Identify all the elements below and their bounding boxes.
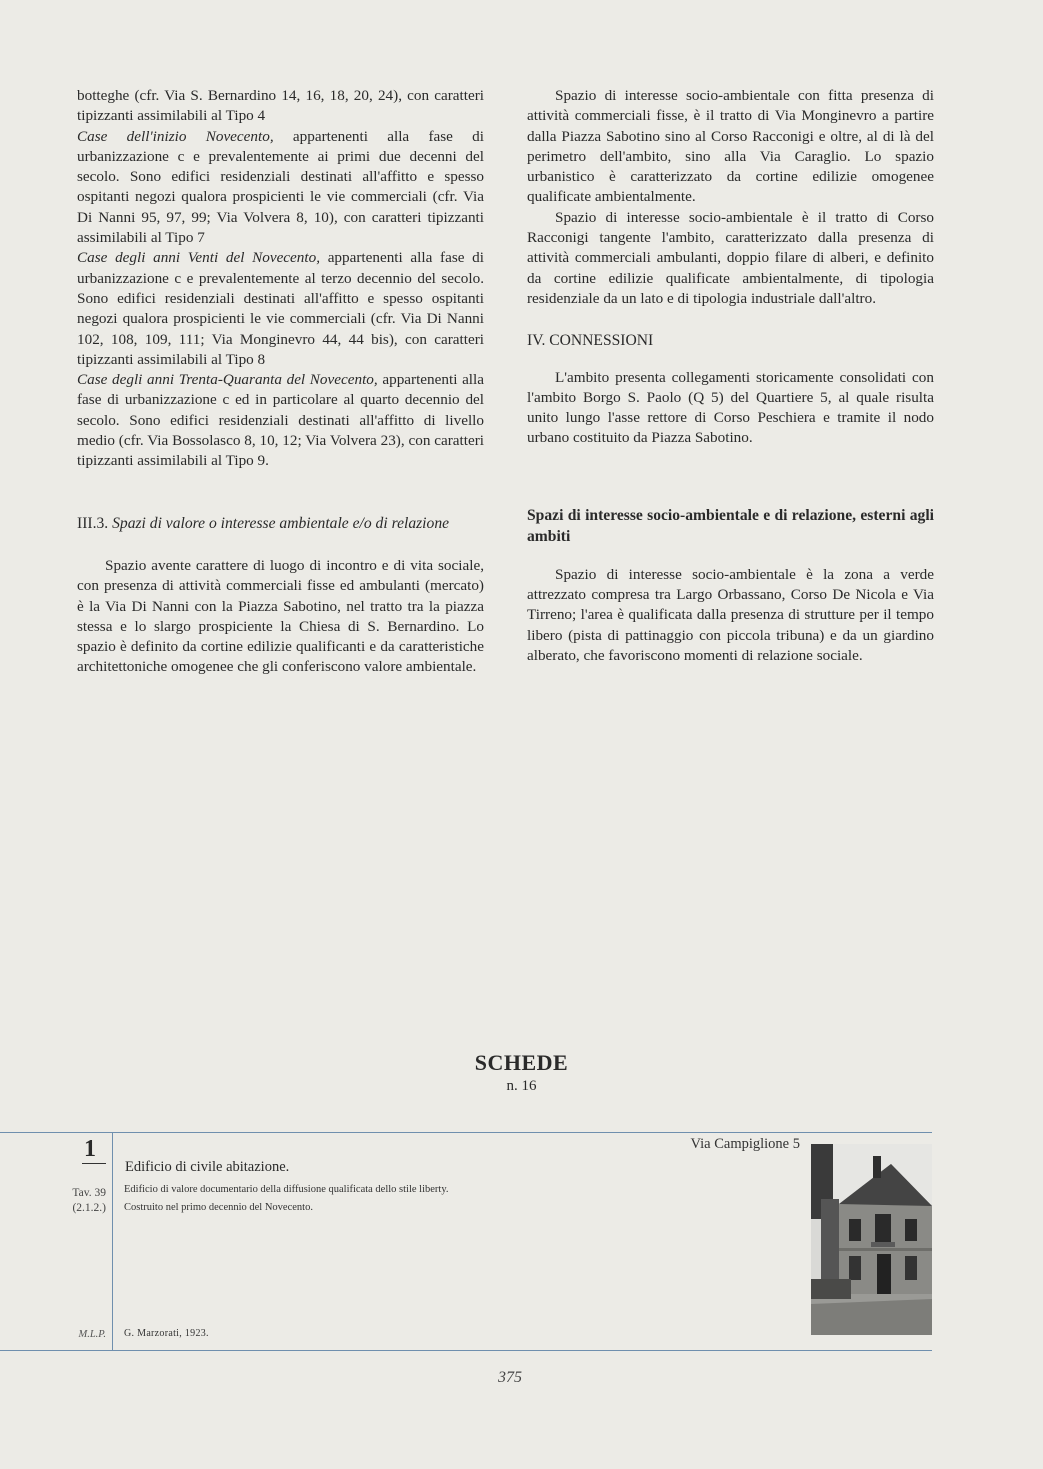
paragraph bbox=[77, 127, 484, 249]
paragraph-text: appartenenti alla fase di urbanizzazione c e prevalentemente al terzo decennio del secolo. Sono edifici residenziali destinati all'affitto e spesso ospitanti negozi qualora prospicienti le vie commerciali (cfr. Via Di Nanni 102, 108, 109, 111; Via Monginevro 44, 44 bis), con caratteri tipizzanti assimilabili al Tipo 8 bbox=[77, 249, 484, 368]
paragraph: Spazio di interesse socio-ambientale con fitta presenza di attività commerciali fisse, è il tratto di Via Monginevro a partire dalla Piazza Sabotino sino al Corso Racconigi e oltre, al di là del perimetro dell'ambito, sino alla Via Caraglio. Lo spazio urbanistico è caratterizzato da cortine edilizie omogenee qualificate ambientalmente. bbox=[527, 87, 934, 206]
paragraph: botteghe (cfr. Via S. Bernardino 14, 16, 18, 20, 24), con caratteri tipizzanti assimilabili al Tipo 4 bbox=[77, 87, 484, 125]
entry-desc-line: Costruito nel primo decennio del Novecento. bbox=[124, 1202, 313, 1213]
page-number: 375 bbox=[498, 1369, 522, 1386]
section-number: III.3. bbox=[77, 514, 109, 532]
schede-number: n. 16 bbox=[506, 1078, 537, 1094]
left-column bbox=[77, 86, 484, 678]
entry-address: Via Campiglione 5 bbox=[690, 1136, 800, 1152]
paragraph bbox=[77, 248, 484, 370]
section-heading bbox=[77, 514, 484, 534]
paragraph: Spazio di interesse socio-ambientale è il tratto di Corso Racconigi tangente l'ambito, caratterizzato dalla presenza di attività commerciali ambulanti, doppio filare di alberi, e definito da cortine edilizie qualificate ambientalmente, di tipologia residenziale da un lato e di tipologia industriale dall'altro. bbox=[527, 208, 934, 307]
italic-term: Case degli anni Trenta-Quaranta del Novecento, bbox=[77, 371, 378, 389]
paragraph-text: appartenenti alla fase di urbanizzazione c ed in particolare al quarto decennio del secolo. Sono edifici residenziali destinati all'affitto di livello medio (cfr. Via Bossolasco 8, 10, 12; Via Volvera 23), con caratteri tipizzanti assimilabili al Tipo 9. bbox=[77, 371, 484, 470]
italic-term: Case degli anni Venti del Novecento, bbox=[77, 249, 320, 267]
tavola-reference bbox=[54, 1186, 106, 1216]
section-heading: IV. CONNESSIONI bbox=[527, 332, 654, 350]
bold-heading: Spazi di interesse socio-ambientale e di relazione, esterni agli ambiti bbox=[527, 506, 934, 545]
tavola-number: Tav. 39 bbox=[72, 1187, 106, 1199]
paragraph-text: appartenenti alla fase di urbanizzazione c e prevalentemente ai primi due decenni del secolo. Sono edifici residenziali destinati all'affitto e spesso ospitanti negozi qualora prospicienti le vie commerciali (cfr. Via Di Nanni 95, 97, 99; Via Volvera 8, 10), con caratteri tipizzanti assimilabili al Tipo 7 bbox=[77, 127, 484, 247]
paragraph: L'ambito presenta collegamenti storicamente consolidati con l'ambito Borgo S. Paolo (Q 5) del Quartiere 5, al quale risulta unito lungo l'asse rettore di Corso Peschiera e tramite il nodo urbano costituito da Piazza Sabotino. bbox=[527, 368, 934, 447]
entry-bottom-rule bbox=[0, 1350, 932, 1351]
schede-title: SCHEDE bbox=[474, 1050, 569, 1075]
entry-desc-line: Edificio di valore documentario della diffusione qualificata dello stile liberty. bbox=[124, 1184, 449, 1195]
paragraph bbox=[77, 370, 484, 471]
entry-top-rule bbox=[0, 1132, 932, 1133]
section-title: Spazi di valore o interesse ambientale e/o di relazione bbox=[112, 514, 450, 532]
entry-description bbox=[124, 1181, 449, 1217]
entry-divider bbox=[112, 1132, 113, 1350]
author-initials: M.L.P. bbox=[78, 1329, 106, 1340]
tavola-code: (2.1.2.) bbox=[72, 1202, 106, 1214]
paragraph: Spazio avente carattere di luogo di incontro e di vita sociale, con presenza di attività commerciali fisse ed ambulanti (mercato) è la Via Di Nanni con la Piazza Sabotino, nel tratto tra la piazza stessa e lo slargo prospiciente la Chiesa di S. Bernardino. Lo spazio è definito da cortine edilizie qualificanti e da caratteristiche architettoniche omogenee che gli conferiscono valore ambientale. bbox=[77, 556, 484, 676]
paragraph: Spazio di interesse socio-ambientale è la zona a verde attrezzato compresa tra Largo Orbassano, Corso De Nicola e Via Tirreno; l'area è qualificata dalla presenza di strutture per il tempo libero (pista di pattinaggio con piccola tribuna) e da un giardino alberato, che favoriscono momenti di relazione sociale. bbox=[527, 565, 934, 664]
building-photo bbox=[811, 1144, 932, 1335]
entry-credit: G. Marzorati, 1923. bbox=[124, 1328, 209, 1339]
entry-title: Edificio di civile abitazione. bbox=[125, 1159, 290, 1175]
entry-number: 1 bbox=[84, 1136, 96, 1162]
italic-term: Case dell'inizio Novecento, bbox=[77, 127, 274, 145]
entry-number-underline bbox=[82, 1163, 106, 1164]
right-column bbox=[527, 86, 934, 666]
